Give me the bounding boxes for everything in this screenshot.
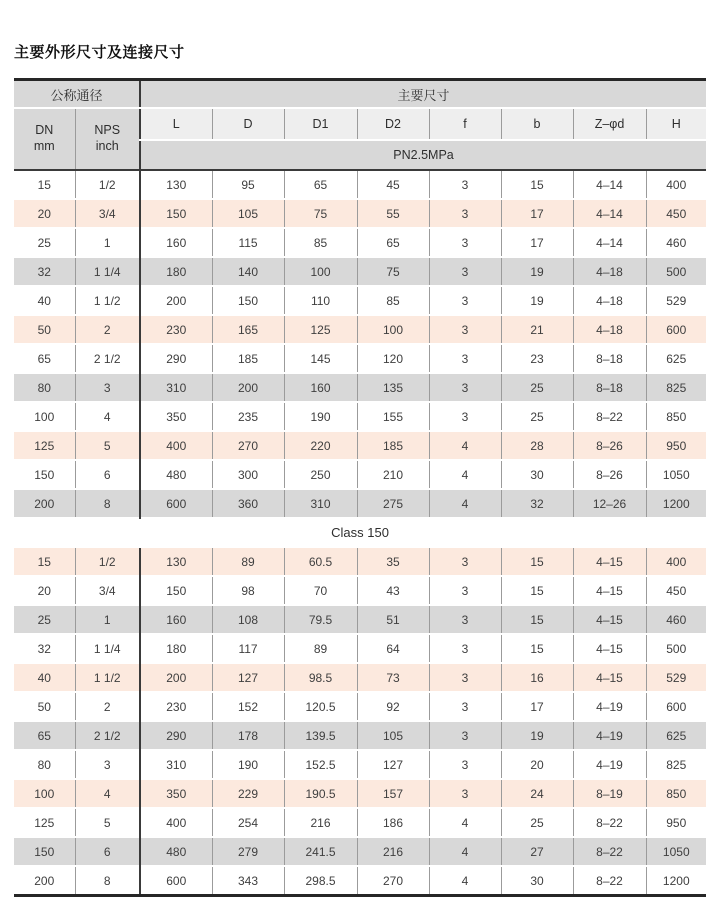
table-cell: 3 — [429, 721, 501, 750]
table-cell: 80 — [14, 373, 75, 402]
table-row — [14, 663, 706, 692]
column-header-l: L — [140, 108, 212, 140]
column-header-nps — [75, 108, 140, 170]
table-cell: 3 — [429, 228, 501, 257]
table-cell: 2 1/2 — [75, 721, 140, 750]
table-cell: 15 — [14, 170, 75, 199]
table-cell: 8–26 — [573, 460, 646, 489]
table-cell: 89 — [284, 634, 357, 663]
table-cell: 500 — [646, 634, 706, 663]
table-cell: 75 — [357, 257, 429, 286]
table-cell: 4–14 — [573, 170, 646, 199]
table-cell: 500 — [646, 257, 706, 286]
table-cell: 4–14 — [573, 199, 646, 228]
table-cell: 450 — [646, 576, 706, 605]
table-cell: 120 — [357, 344, 429, 373]
table-cell: 110 — [284, 286, 357, 315]
table-cell: 270 — [357, 866, 429, 896]
table-cell: 50 — [14, 692, 75, 721]
table-cell: 216 — [357, 837, 429, 866]
table-row — [14, 344, 706, 373]
column-header-d2: D2 — [357, 108, 429, 140]
table-row — [14, 866, 706, 896]
table-cell: 117 — [212, 634, 284, 663]
table-cell: 180 — [140, 634, 212, 663]
table-cell: 150 — [212, 286, 284, 315]
table-cell: 157 — [357, 779, 429, 808]
table-cell: 19 — [501, 721, 573, 750]
table-cell: 5 — [75, 808, 140, 837]
table-row — [14, 257, 706, 286]
table-cell: 4–18 — [573, 315, 646, 344]
table-cell: 850 — [646, 402, 706, 431]
table-cell: 4–18 — [573, 257, 646, 286]
table-cell: 27 — [501, 837, 573, 866]
table-cell: 75 — [284, 199, 357, 228]
table-cell: 1 1/2 — [75, 286, 140, 315]
table-cell: 3/4 — [75, 199, 140, 228]
table-cell: 65 — [284, 170, 357, 199]
table-cell: 127 — [212, 663, 284, 692]
table-cell: 45 — [357, 170, 429, 199]
table-cell: 3/4 — [75, 576, 140, 605]
page-title: 主要外形尺寸及连接尺寸 — [14, 44, 185, 61]
table-cell: 1/2 — [75, 547, 140, 576]
table-cell: 100 — [14, 402, 75, 431]
table-cell: 480 — [140, 837, 212, 866]
table-row — [14, 286, 706, 315]
table-cell: 200 — [212, 373, 284, 402]
table-cell: 1050 — [646, 837, 706, 866]
table-cell: 150 — [14, 460, 75, 489]
column-header-f: f — [429, 108, 501, 140]
table-cell: 23 — [501, 344, 573, 373]
table-row — [14, 808, 706, 837]
table-cell: 600 — [646, 692, 706, 721]
table-cell: 310 — [140, 750, 212, 779]
table-cell: 12–26 — [573, 489, 646, 518]
table-row — [14, 402, 706, 431]
table-row — [14, 837, 706, 866]
table-cell: 8 — [75, 866, 140, 896]
table-cell: 3 — [429, 373, 501, 402]
table-cell: 220 — [284, 431, 357, 460]
table-cell: 310 — [140, 373, 212, 402]
table-cell: 105 — [357, 721, 429, 750]
table-row — [14, 779, 706, 808]
column-header-nps-label: NPS — [94, 123, 121, 138]
table-cell: 3 — [429, 750, 501, 779]
table-row — [14, 721, 706, 750]
table-cell: 30 — [501, 460, 573, 489]
table-cell: 185 — [357, 431, 429, 460]
table-cell: 25 — [501, 402, 573, 431]
table-cell: 210 — [357, 460, 429, 489]
column-header-row — [14, 108, 706, 140]
table-cell: 230 — [140, 315, 212, 344]
table-cell: 1/2 — [75, 170, 140, 199]
table-cell: 3 — [429, 286, 501, 315]
table-cell: 150 — [140, 199, 212, 228]
table-cell: 3 — [429, 547, 501, 576]
table-cell: 4–19 — [573, 721, 646, 750]
table-cell: 165 — [212, 315, 284, 344]
table-cell: 3 — [429, 605, 501, 634]
table-row — [14, 634, 706, 663]
table-cell: 2 — [75, 692, 140, 721]
table-cell: 343 — [212, 866, 284, 896]
table-cell: 3 — [429, 663, 501, 692]
table-cell: 178 — [212, 721, 284, 750]
table-cell: 20 — [14, 199, 75, 228]
table-cell: 235 — [212, 402, 284, 431]
table-cell: 40 — [14, 663, 75, 692]
column-header-dn-label: DN — [35, 123, 54, 138]
table-cell: 850 — [646, 779, 706, 808]
table-cell: 279 — [212, 837, 284, 866]
table-cell: 40 — [14, 286, 75, 315]
table-cell: 4–15 — [573, 605, 646, 634]
table-cell: 8–22 — [573, 808, 646, 837]
table-row — [14, 199, 706, 228]
table-cell: 3 — [429, 692, 501, 721]
table-cell: 600 — [140, 866, 212, 896]
table-cell: 32 — [14, 257, 75, 286]
table-cell: 115 — [212, 228, 284, 257]
table-cell: 1050 — [646, 460, 706, 489]
table-cell: 950 — [646, 431, 706, 460]
table-cell: 4 — [429, 460, 501, 489]
table-cell: 15 — [501, 170, 573, 199]
table-cell: 4 — [429, 837, 501, 866]
table-cell: 5 — [75, 431, 140, 460]
table-cell: 85 — [357, 286, 429, 315]
table-cell: 450 — [646, 199, 706, 228]
table-cell: 3 — [429, 315, 501, 344]
table-cell: 108 — [212, 605, 284, 634]
table-cell: 529 — [646, 663, 706, 692]
group-header-nominal-diameter: 公称通径 — [14, 80, 140, 109]
table-cell: 139.5 — [284, 721, 357, 750]
table-cell: 290 — [140, 721, 212, 750]
table-cell: 65 — [357, 228, 429, 257]
table-cell: 350 — [140, 779, 212, 808]
table-cell: 51 — [357, 605, 429, 634]
table-cell: 65 — [14, 721, 75, 750]
table-cell: 8–22 — [573, 837, 646, 866]
table-cell: 140 — [212, 257, 284, 286]
table-cell: 185 — [212, 344, 284, 373]
table-cell: 15 — [501, 634, 573, 663]
table-cell: 4 — [75, 779, 140, 808]
table-cell: 89 — [212, 547, 284, 576]
table-cell: 17 — [501, 228, 573, 257]
table-cell: 70 — [284, 576, 357, 605]
column-header-dn-sub: mm — [33, 139, 55, 153]
table-cell: 600 — [646, 315, 706, 344]
table-cell: 3 — [75, 750, 140, 779]
table-cell: 460 — [646, 605, 706, 634]
section-heading-class150: Class 150 — [14, 518, 706, 547]
table-cell: 1200 — [646, 489, 706, 518]
column-header-b: b — [501, 108, 573, 140]
table-cell: 275 — [357, 489, 429, 518]
table-cell: 20 — [14, 576, 75, 605]
table-cell: 250 — [284, 460, 357, 489]
table-cell: 4–19 — [573, 750, 646, 779]
table-cell: 4 — [429, 866, 501, 896]
table-cell: 8–18 — [573, 373, 646, 402]
table-cell: 4 — [75, 402, 140, 431]
table-cell: 6 — [75, 460, 140, 489]
table-cell: 80 — [14, 750, 75, 779]
table-cell: 480 — [140, 460, 212, 489]
table-cell: 125 — [14, 808, 75, 837]
table-row — [14, 460, 706, 489]
table-cell: 160 — [284, 373, 357, 402]
table-cell: 4–15 — [573, 576, 646, 605]
table-cell: 25 — [501, 808, 573, 837]
table-cell: 4–14 — [573, 228, 646, 257]
column-header-z-phi-d: Z–φd — [573, 108, 646, 140]
table-cell: 190 — [284, 402, 357, 431]
table-cell: 4 — [429, 808, 501, 837]
table-row — [14, 431, 706, 460]
table-cell: 825 — [646, 750, 706, 779]
section-heading-row — [14, 518, 706, 547]
table-cell: 65 — [14, 344, 75, 373]
table-row — [14, 315, 706, 344]
table-cell: 105 — [212, 199, 284, 228]
table-cell: 19 — [501, 257, 573, 286]
table-cell: 950 — [646, 808, 706, 837]
table-cell: 3 — [429, 634, 501, 663]
table-cell: 125 — [14, 431, 75, 460]
table-cell: 25 — [14, 228, 75, 257]
table-cell: 130 — [140, 547, 212, 576]
table-cell: 155 — [357, 402, 429, 431]
table-cell: 254 — [212, 808, 284, 837]
table-cell: 2 — [75, 315, 140, 344]
table-cell: 3 — [429, 257, 501, 286]
table-cell: 15 — [501, 605, 573, 634]
table-cell: 200 — [14, 489, 75, 518]
table-cell: 43 — [357, 576, 429, 605]
table-cell: 625 — [646, 721, 706, 750]
table-cell: 400 — [140, 431, 212, 460]
group-header-row — [14, 80, 706, 109]
table-cell: 32 — [14, 634, 75, 663]
table-cell: 125 — [284, 315, 357, 344]
table-row — [14, 170, 706, 199]
table-cell: 290 — [140, 344, 212, 373]
table-cell: 30 — [501, 866, 573, 896]
column-header-h: H — [646, 108, 706, 140]
table-cell: 190 — [212, 750, 284, 779]
table-cell: 200 — [140, 663, 212, 692]
table-cell: 3 — [75, 373, 140, 402]
table-cell: 28 — [501, 431, 573, 460]
table-row — [14, 547, 706, 576]
table-cell: 625 — [646, 344, 706, 373]
table-row — [14, 692, 706, 721]
table-cell: 229 — [212, 779, 284, 808]
table-cell: 85 — [284, 228, 357, 257]
table-cell: 3 — [429, 199, 501, 228]
table-cell: 400 — [646, 547, 706, 576]
table-cell: 15 — [501, 576, 573, 605]
table-cell: 150 — [140, 576, 212, 605]
table-cell: 21 — [501, 315, 573, 344]
table-row — [14, 576, 706, 605]
table-cell: 4–15 — [573, 634, 646, 663]
table-cell: 16 — [501, 663, 573, 692]
table-cell: 360 — [212, 489, 284, 518]
table-cell: 4–18 — [573, 286, 646, 315]
table-cell: 4–19 — [573, 692, 646, 721]
table-cell: 350 — [140, 402, 212, 431]
table-cell: 3 — [429, 344, 501, 373]
table-cell: 300 — [212, 460, 284, 489]
table-cell: 4–15 — [573, 663, 646, 692]
table-cell: 180 — [140, 257, 212, 286]
table-cell: 1 — [75, 228, 140, 257]
group-header-main-dimensions: 主要尺寸 — [140, 80, 706, 109]
table-cell: 73 — [357, 663, 429, 692]
table-cell: 4 — [429, 431, 501, 460]
table-cell: 92 — [357, 692, 429, 721]
table-cell: 145 — [284, 344, 357, 373]
table-cell: 64 — [357, 634, 429, 663]
table-cell: 2 1/2 — [75, 344, 140, 373]
table-cell: 150 — [14, 837, 75, 866]
table-cell: 130 — [140, 170, 212, 199]
table-cell: 152.5 — [284, 750, 357, 779]
section-heading-pn25mpa: PN2.5MPa — [140, 140, 706, 170]
table-cell: 1 1/4 — [75, 257, 140, 286]
table-cell: 15 — [14, 547, 75, 576]
table-cell: 160 — [140, 605, 212, 634]
table-cell: 529 — [646, 286, 706, 315]
table-cell: 230 — [140, 692, 212, 721]
table-cell: 600 — [140, 489, 212, 518]
table-cell: 3 — [429, 402, 501, 431]
table-cell: 60.5 — [284, 547, 357, 576]
table-cell: 825 — [646, 373, 706, 402]
table-cell: 35 — [357, 547, 429, 576]
table-cell: 1 — [75, 605, 140, 634]
table-cell: 8–22 — [573, 866, 646, 896]
table-cell: 4 — [429, 489, 501, 518]
table-cell: 216 — [284, 808, 357, 837]
table-cell: 50 — [14, 315, 75, 344]
column-header-d: D — [212, 108, 284, 140]
table-cell: 8–26 — [573, 431, 646, 460]
table-cell: 100 — [284, 257, 357, 286]
table-cell: 17 — [501, 199, 573, 228]
table-cell: 8–18 — [573, 344, 646, 373]
table-cell: 160 — [140, 228, 212, 257]
table-cell: 20 — [501, 750, 573, 779]
table-row — [14, 605, 706, 634]
table-cell: 400 — [646, 170, 706, 199]
table-cell: 98 — [212, 576, 284, 605]
table-cell: 79.5 — [284, 605, 357, 634]
table-row — [14, 228, 706, 257]
table-cell: 1 1/4 — [75, 634, 140, 663]
table-cell: 25 — [14, 605, 75, 634]
table-cell: 152 — [212, 692, 284, 721]
table-cell: 55 — [357, 199, 429, 228]
table-cell: 270 — [212, 431, 284, 460]
table-cell: 310 — [284, 489, 357, 518]
table-cell: 98.5 — [284, 663, 357, 692]
table-row — [14, 489, 706, 518]
table-cell: 135 — [357, 373, 429, 402]
table-cell: 3 — [429, 170, 501, 199]
table-cell: 15 — [501, 547, 573, 576]
table-cell: 400 — [140, 808, 212, 837]
table-cell: 298.5 — [284, 866, 357, 896]
table-cell: 241.5 — [284, 837, 357, 866]
dimensions-table — [14, 78, 706, 897]
table-cell: 32 — [501, 489, 573, 518]
table-cell: 8–19 — [573, 779, 646, 808]
table-cell: 100 — [357, 315, 429, 344]
table-cell: 8 — [75, 489, 140, 518]
table-cell: 25 — [501, 373, 573, 402]
table-row — [14, 750, 706, 779]
table-cell: 4–15 — [573, 547, 646, 576]
table-cell: 95 — [212, 170, 284, 199]
table-cell: 100 — [14, 779, 75, 808]
table-cell: 1200 — [646, 866, 706, 896]
table-row — [14, 373, 706, 402]
table-cell: 127 — [357, 750, 429, 779]
table-cell: 17 — [501, 692, 573, 721]
table-cell: 3 — [429, 779, 501, 808]
table-cell: 8–22 — [573, 402, 646, 431]
table-cell: 200 — [140, 286, 212, 315]
table-cell: 460 — [646, 228, 706, 257]
table-cell: 120.5 — [284, 692, 357, 721]
table-cell: 190.5 — [284, 779, 357, 808]
table-cell: 19 — [501, 286, 573, 315]
column-header-nps-sub: inch — [95, 139, 119, 153]
table-cell: 186 — [357, 808, 429, 837]
table-cell: 1 1/2 — [75, 663, 140, 692]
table-cell: 3 — [429, 576, 501, 605]
column-header-d1: D1 — [284, 108, 357, 140]
table-cell: 24 — [501, 779, 573, 808]
table-cell: 6 — [75, 837, 140, 866]
column-header-dn — [14, 108, 75, 170]
table-cell: 200 — [14, 866, 75, 896]
